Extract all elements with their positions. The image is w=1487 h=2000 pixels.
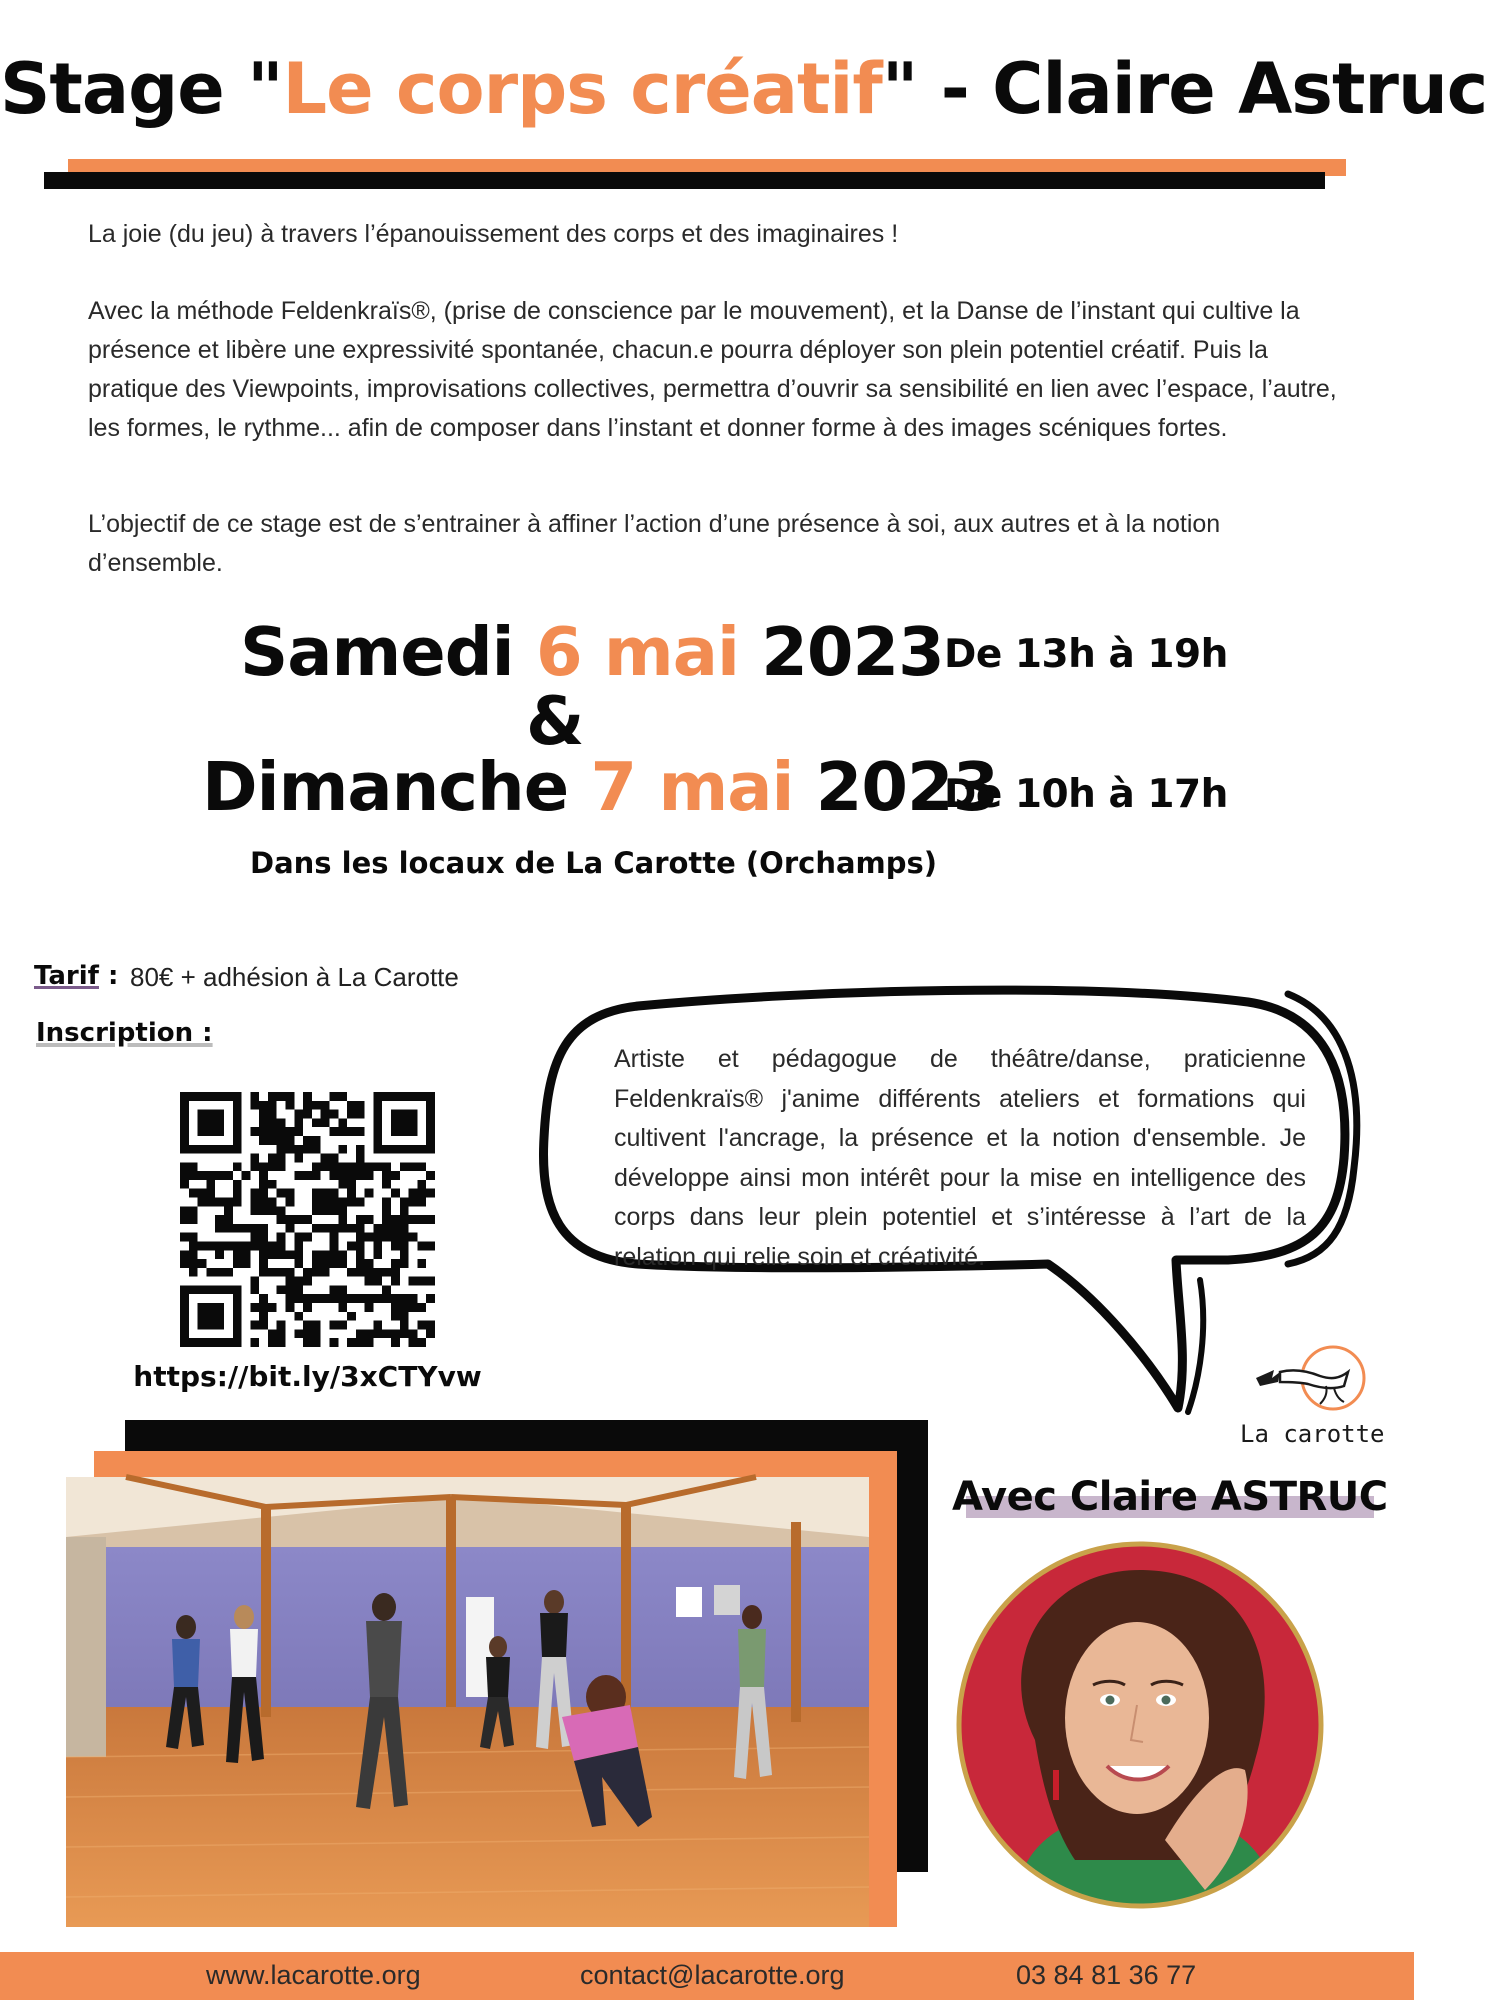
footer-website[interactable]: www.lacarotte.org [206, 1960, 421, 1990]
day1-year: 2023 [761, 613, 944, 691]
qr-code-icon[interactable] [180, 1092, 435, 1347]
title-suffix: " - Claire Astruc [881, 48, 1487, 130]
footer-phone[interactable]: 03 84 81 36 77 [1016, 1960, 1197, 1990]
logo-text: La carotte [1240, 1420, 1385, 1448]
date-day1 [240, 613, 944, 691]
carrot-logo-icon [1236, 1342, 1386, 1452]
footer-email[interactable]: contact@lacarotte.org [580, 1960, 845, 1990]
location: Dans les locaux de La Carotte (Orchamps) [250, 846, 938, 880]
date-day2 [202, 748, 998, 826]
day2-weekday: Dimanche [202, 748, 569, 826]
tarif-label: Tarif : [34, 961, 119, 991]
title-underline-black [44, 172, 1325, 189]
title-highlight: Le corps créatif [282, 48, 882, 130]
bio-text: Artiste et pédagogue de théâtre/danse, praticienne Feldenkraïs® j'anime différents ateliers et formations qui cultivent l'ancrage, la présence et la notion d'ensemble. Je développe ainsi mon intérêt pour la mise en intelligence des corps dans leur plein potentiel et s’intéresse à l’art de la relation qui relie soin et créativité. [614, 1045, 1306, 1271]
dance-workshop-photo [66, 1477, 869, 1927]
day1-date: 6 mai [535, 613, 739, 691]
inscription-label: Inscription : [36, 1018, 213, 1048]
instructor-heading: Avec Claire ASTRUC [952, 1474, 1388, 1520]
day1-weekday: Samedi [240, 613, 514, 691]
tarif-value: 80€ + adhésion à La Carotte [130, 962, 459, 992]
date-ampersand: & [526, 682, 584, 760]
intro-objective: L’objectif de ce stage est de s’entrainer à affiner l’action d’une présence à soi, aux autres et à la notion d’ensemble. [88, 510, 1221, 577]
instructor-portrait [955, 1540, 1325, 1910]
page-title [0, 48, 1487, 130]
intro-description: Avec la méthode Feldenkraïs®, (prise de conscience par le mouvement), et la Danse de l’instant qui cultive la présence et libère une expressivité spontanée, chacun.e pourra déployer son plein potentiel créatif. Puis la pratique des Viewpoints, improvisations collectives, permettra d’ouvrir sa sensibilité en lien avec l’espace, l’autre, les formes, le rythme... afin de composer dans l’instant et donner forme à des images scéniques fortes. [88, 297, 1337, 442]
registration-link[interactable]: https://bit.ly/3xCTYvw [133, 1360, 482, 1393]
footer-bar [0, 1952, 1414, 2000]
day2-date: 7 mai [590, 748, 794, 826]
day1-hours: De 13h à 19h [944, 632, 1228, 677]
title-prefix: Stage " [0, 48, 283, 130]
intro-tagline: La joie (du jeu) à travers l’épanouissement des corps et des imaginaires ! [88, 220, 899, 248]
day2-hours: De 10h à 17h [944, 772, 1228, 817]
day2-year: 2023 [815, 748, 999, 826]
